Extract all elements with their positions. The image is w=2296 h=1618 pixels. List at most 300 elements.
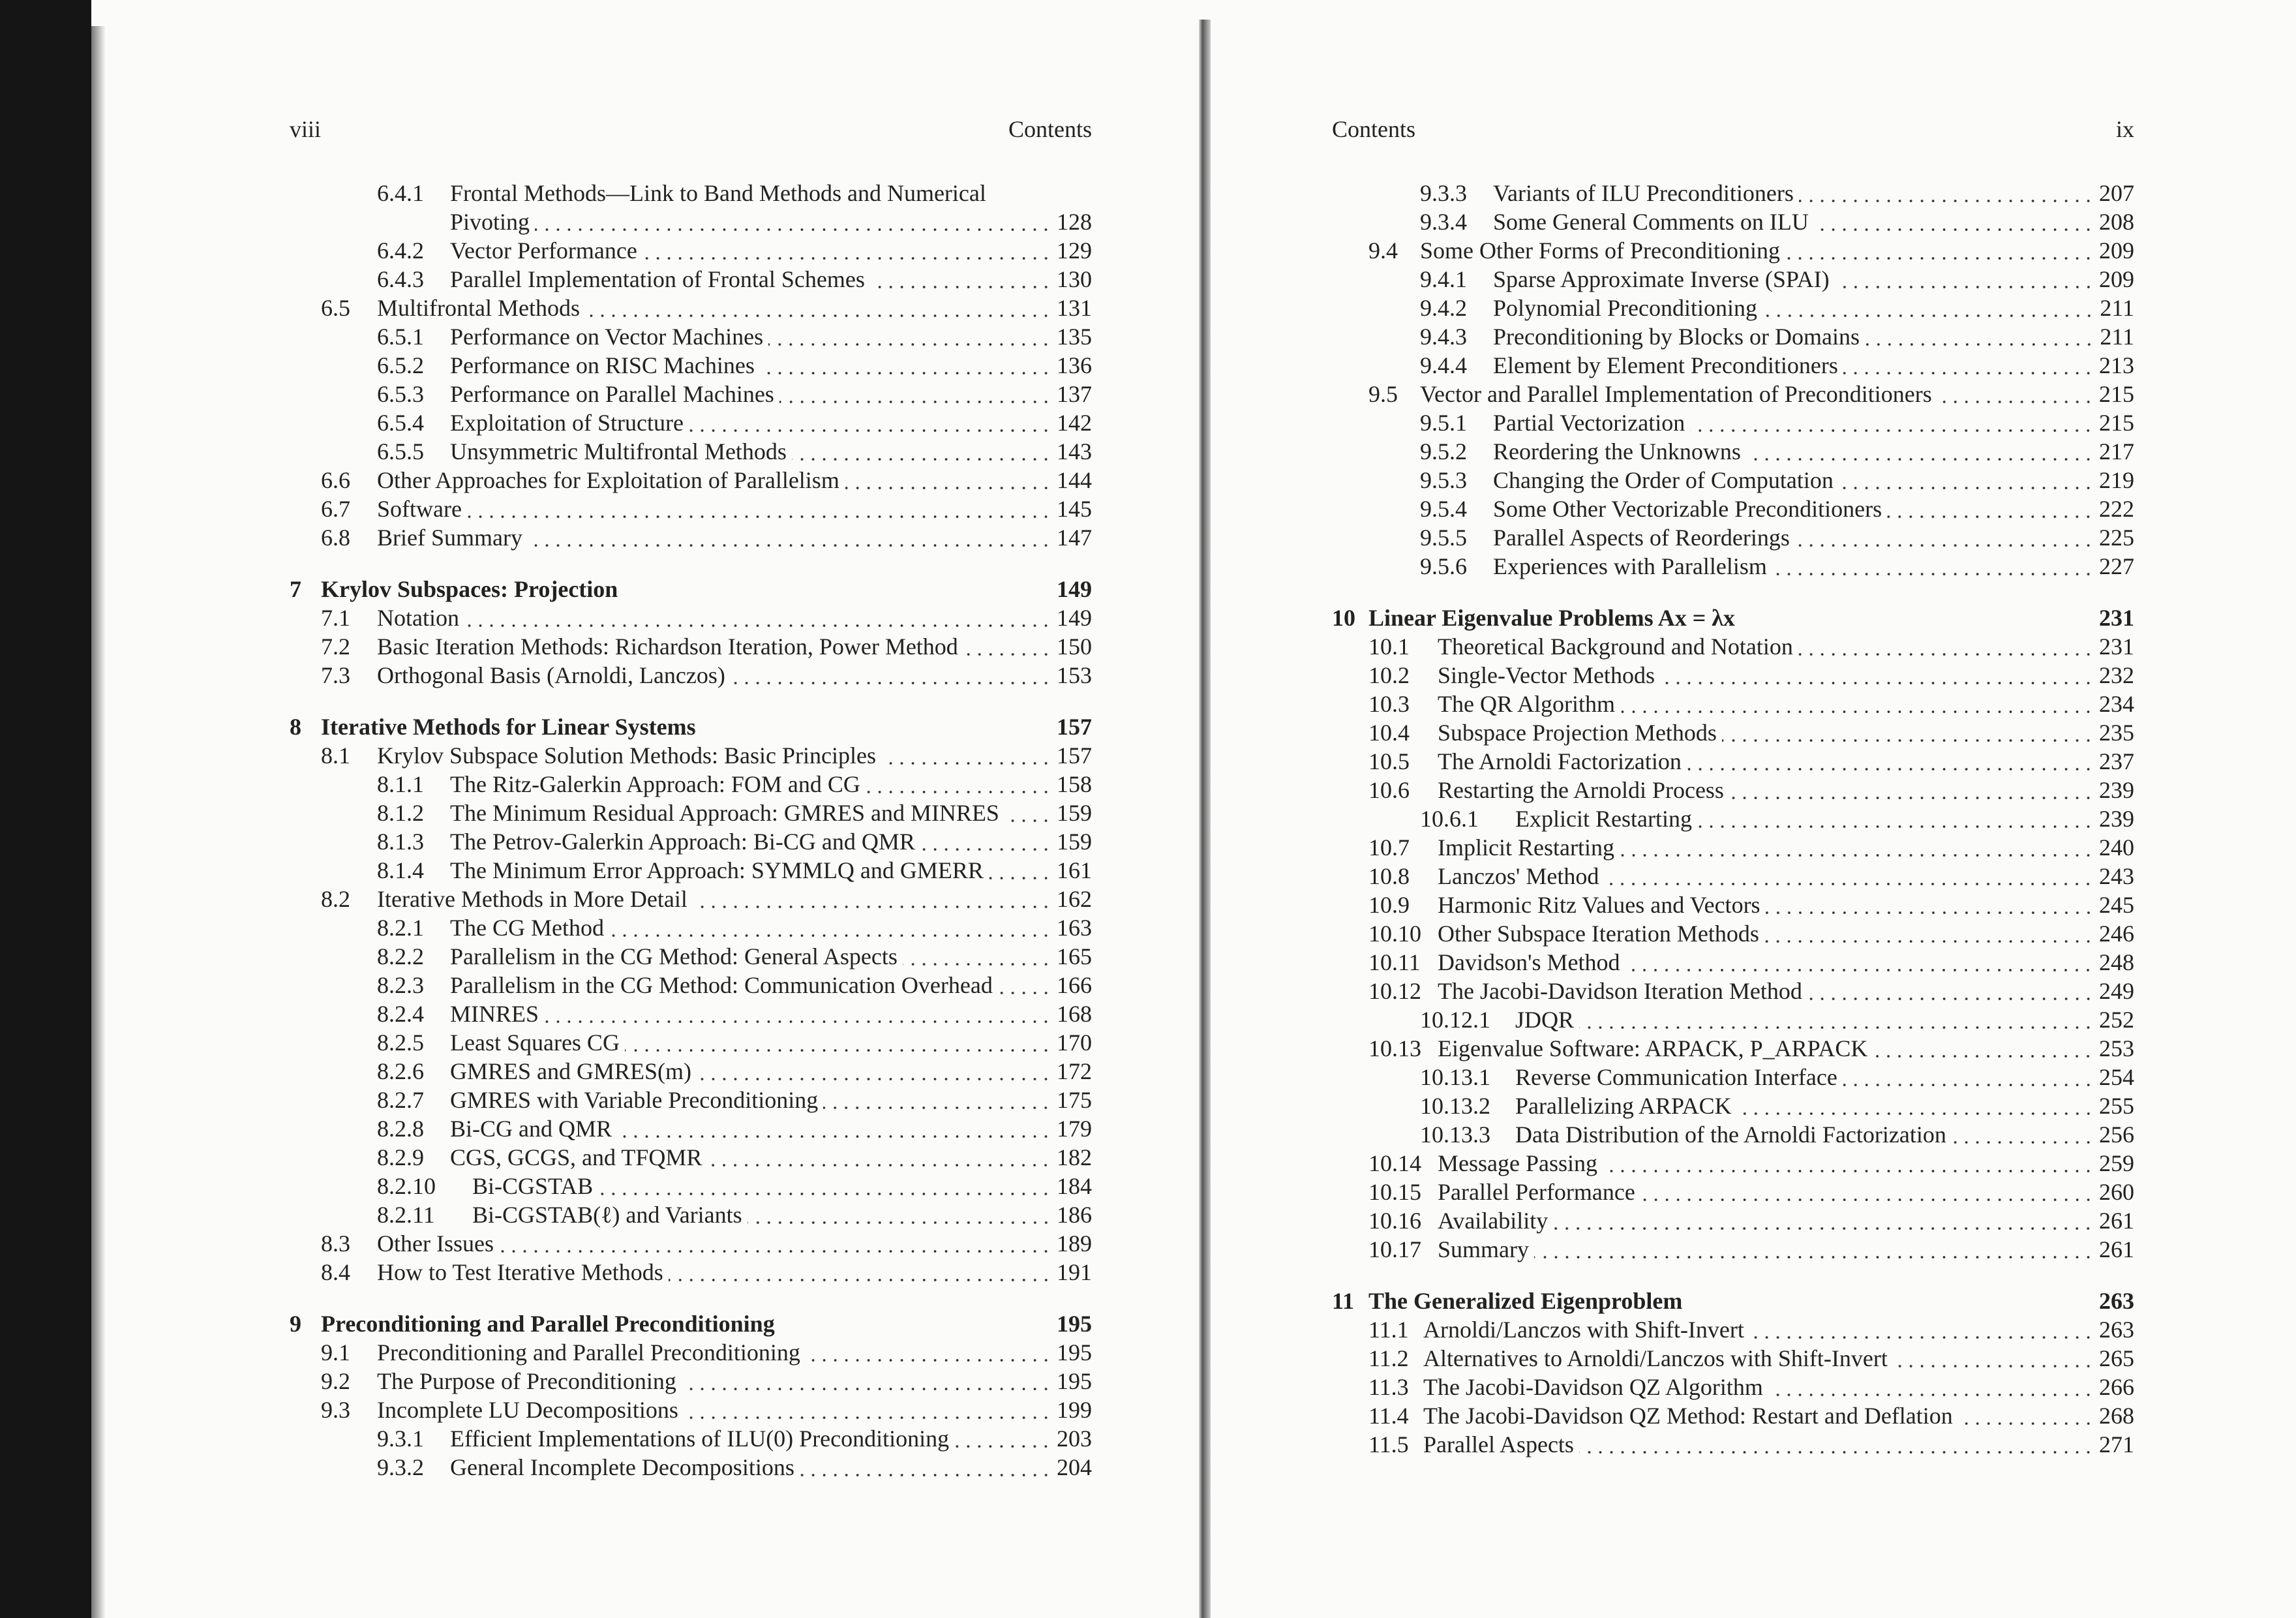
entry-page-number: 245	[2099, 892, 2134, 918]
entry-page-number: 219	[2099, 467, 2134, 493]
dot-leader	[1799, 179, 2094, 207]
dot-leader	[535, 207, 1051, 236]
entry-title: Frontal Methods—Link to Band Methods and Numerical	[450, 180, 986, 206]
entry-title: The Jacobi-Davidson Iteration Method	[1438, 978, 1802, 1004]
entry-number: 10.13.2	[1420, 1093, 1490, 1119]
entry-page-number: 231	[2099, 633, 2134, 660]
entry-title: CGS, GCGS, and TFQMR	[450, 1144, 702, 1170]
entry-page-number: 248	[2099, 949, 2134, 975]
entry-page-number: 227	[2099, 553, 2134, 579]
book-gutter	[1199, 20, 1211, 1618]
entry-page-number: 182	[1057, 1144, 1092, 1170]
entry-page-number: 153	[1057, 662, 1092, 688]
entry-title: MINRES	[450, 1001, 539, 1027]
entry-number: 9.4.2	[1420, 295, 1467, 321]
toc-entry[interactable]	[1332, 1034, 2134, 1063]
entry-title: Iterative Methods for Linear Systems	[321, 714, 696, 740]
toc-entry[interactable]	[290, 1143, 1092, 1172]
entry-number: 9.3.2	[377, 1454, 424, 1480]
toc-entry[interactable]	[1332, 322, 2134, 351]
entry-number: 8.2.11	[377, 1202, 435, 1228]
entry-page-number: 162	[1057, 886, 1092, 912]
entry-number: 10.3	[1368, 691, 1410, 717]
entry-page-number: 255	[2099, 1093, 2134, 1119]
entry-title: Eigenvalue Software: ARPACK, P_ARPACK	[1438, 1035, 1868, 1061]
entry-title: Basic Iteration Methods: Richardson Iteration, Power Method	[377, 633, 958, 660]
toc-entry[interactable]	[290, 942, 1092, 971]
entry-title: Performance on Parallel Machines	[450, 381, 774, 407]
toc-entry[interactable]	[1332, 718, 2134, 747]
toc-entry[interactable]	[290, 827, 1092, 856]
toc-entry[interactable]	[1332, 1373, 2134, 1401]
entry-title: Brief Summary	[377, 525, 522, 551]
toc-entry[interactable]	[1332, 833, 2134, 862]
entry-number: 8.1.1	[377, 771, 424, 797]
entry-title: Some Other Vectorizable Preconditioners	[1493, 496, 1882, 522]
toc-entry[interactable]	[1332, 747, 2134, 776]
toc-entry[interactable]	[290, 741, 1092, 770]
entry-title: Exploitation of Structure	[450, 410, 684, 436]
toc-entry[interactable]	[1332, 1063, 2134, 1091]
entry-number: 10.6.1	[1420, 806, 1479, 832]
entry-title: Preconditioning and Parallel Preconditioning	[321, 1311, 775, 1337]
toc-entry[interactable]	[1332, 437, 2134, 466]
entry-number: 6.4.1	[377, 180, 424, 206]
entry-page-number: 222	[2099, 496, 2134, 522]
dot-leader	[544, 1000, 1051, 1028]
toc-entry[interactable]	[1332, 1178, 2134, 1206]
toc-entry[interactable]	[1332, 776, 2134, 804]
toc-entry[interactable]	[290, 1338, 1092, 1367]
toc-entry[interactable]	[290, 265, 1092, 294]
entry-number: 9.3	[321, 1397, 350, 1423]
entry-title: Notation	[377, 605, 459, 631]
entry-title: The Petrov-Galerkin Approach: Bi-CG and QMR	[450, 829, 915, 855]
entry-page-number: 143	[1057, 438, 1092, 465]
entry-number: 9.3.4	[1420, 209, 1467, 235]
entry-page-number: 263	[2099, 1288, 2134, 1314]
entry-number: 8.2.5	[377, 1030, 424, 1056]
dot-leader	[760, 351, 1051, 380]
entry-title: Lanczos' Method	[1438, 863, 1599, 889]
entry-title: Unsymmetric Multifrontal Methods	[450, 438, 787, 465]
entry-page-number: 159	[1057, 800, 1092, 826]
entry-number: 8.2.3	[377, 972, 424, 998]
toc-entry[interactable]	[1332, 495, 2134, 523]
entry-page-number: 253	[2099, 1035, 2134, 1061]
toc-entry[interactable]	[290, 1000, 1092, 1028]
entry-number: 10.12	[1368, 978, 1421, 1004]
entry-number: 10.15	[1368, 1179, 1421, 1205]
toc-entry[interactable]	[1332, 632, 2134, 661]
entry-page-number: 142	[1057, 410, 1092, 436]
entry-number: 7.2	[321, 633, 350, 660]
toc-entry[interactable]	[1332, 552, 2134, 581]
entry-title: Bi-CG and QMR	[450, 1116, 612, 1142]
entry-title: GMRES and GMRES(m)	[450, 1058, 692, 1084]
entry-title: Bi-CGSTAB	[472, 1173, 594, 1199]
toc-entry[interactable]	[1332, 351, 2134, 380]
entry-title: The Jacobi-Davidson QZ Algorithm	[1423, 1374, 1763, 1400]
entry-number: 10.11	[1368, 949, 1421, 975]
entry-title: Krylov Subspace Solution Methods: Basic Principles	[377, 742, 876, 769]
toc-chapter-entry[interactable]	[290, 575, 1092, 603]
entry-title: The Minimum Error Approach: SYMMLQ and GMERR	[450, 857, 984, 883]
toc-entry[interactable]	[1332, 466, 2134, 495]
toc-entry[interactable]	[290, 1028, 1092, 1057]
dot-leader	[617, 1114, 1051, 1143]
toc-entry[interactable]	[290, 1172, 1092, 1200]
entry-title: GMRES with Variable Preconditioning	[450, 1087, 819, 1113]
entry-title: Arnoldi/Lanczos with Shift-Invert	[1423, 1317, 1744, 1343]
entry-number: 9.1	[321, 1339, 350, 1366]
entry-title: Message Passing	[1438, 1150, 1597, 1176]
dot-leader	[1579, 1005, 2094, 1034]
toc-entry[interactable]	[1332, 891, 2134, 919]
dot-leader	[1865, 322, 2094, 351]
dot-leader	[963, 632, 1051, 661]
entry-number: 10.1	[1368, 633, 1410, 660]
dot-leader	[1766, 891, 2094, 919]
left-page-toc	[290, 179, 1092, 1482]
entry-page-number: 172	[1057, 1058, 1092, 1084]
dot-leader	[903, 942, 1051, 971]
entry-number: 8.1.2	[377, 800, 424, 826]
dot-leader	[1952, 1120, 2094, 1149]
entry-title: Parallel Performance	[1438, 1179, 1635, 1205]
entry-number: 10.13.3	[1420, 1122, 1490, 1148]
entry-number: 11	[1332, 1288, 1355, 1314]
entry-number: 7.1	[321, 605, 350, 631]
toc-entry[interactable]	[290, 856, 1092, 885]
entry-page-number: 266	[2099, 1374, 2134, 1400]
toc-entry[interactable]	[1332, 1315, 2134, 1344]
entry-page-number: 268	[2099, 1403, 2134, 1429]
dot-leader	[1764, 919, 2094, 948]
entry-number: 9.5.5	[1420, 525, 1467, 551]
dot-leader	[689, 408, 1051, 437]
entry-number: 9.3.3	[1420, 180, 1467, 206]
toc-entry[interactable]	[1332, 1091, 2134, 1120]
dot-leader	[1798, 632, 2094, 661]
dot-leader	[1690, 408, 2094, 437]
toc-entry[interactable]	[1332, 179, 2134, 207]
dot-leader	[1835, 265, 2094, 294]
entry-page-number: 195	[1057, 1311, 1092, 1337]
toc-entry[interactable]	[290, 351, 1092, 380]
toc-entry[interactable]	[1332, 294, 2134, 322]
toc-entry[interactable]	[290, 408, 1092, 437]
entry-number: 11.4	[1368, 1403, 1409, 1429]
toc-entry[interactable]	[1332, 690, 2134, 718]
entry-title: Implicit Restarting	[1438, 834, 1614, 861]
entry-title: Preconditioning by Blocks or Domains	[1493, 324, 1860, 350]
entry-page-number: 237	[2099, 748, 2134, 774]
entry-number: 7	[290, 576, 301, 602]
entry-page-number: 207	[2099, 180, 2134, 206]
entry-page-number: 259	[2099, 1150, 2134, 1176]
toc-entry[interactable]	[1332, 1120, 2134, 1149]
right-running-head: Contents	[1332, 116, 1416, 142]
dot-leader	[467, 495, 1051, 523]
entry-number: 10.7	[1368, 834, 1410, 861]
dot-leader	[585, 294, 1051, 322]
dot-leader	[598, 1172, 1051, 1200]
toc-entry[interactable]	[1332, 265, 2134, 294]
entry-title: Orthogonal Basis (Arnoldi, Lanczos)	[377, 662, 725, 688]
entry-number: 9.4.3	[1420, 324, 1467, 350]
entry-title: Vector Performance	[450, 237, 637, 264]
toc-entry[interactable]	[1332, 1430, 2134, 1459]
entry-title: The Arnoldi Factorization	[1438, 748, 1682, 774]
toc-entry[interactable]	[290, 1229, 1092, 1258]
entry-title: Vector and Parallel Implementation of Preconditioners	[1420, 381, 1932, 407]
entry-page-number: 195	[1057, 1339, 1092, 1366]
toc-entry[interactable]	[290, 1057, 1092, 1086]
toc-chapter-entry[interactable]	[290, 712, 1092, 741]
entry-title: Partial Vectorization	[1493, 410, 1685, 436]
toc-entry[interactable]	[290, 294, 1092, 322]
dot-leader	[697, 1057, 1051, 1086]
entry-page-number: 239	[2099, 777, 2134, 803]
toc-entry-continuation	[290, 207, 1092, 236]
entry-number: 10.5	[1368, 748, 1410, 774]
dot-leader	[768, 322, 1051, 351]
toc-entry[interactable]	[290, 603, 1092, 632]
entry-number: 6.6	[321, 467, 350, 493]
entry-number: 6.7	[321, 496, 350, 522]
toc-entry[interactable]	[1332, 862, 2134, 891]
entry-page-number: 186	[1057, 1202, 1092, 1228]
toc-entry[interactable]	[1332, 236, 2134, 265]
entry-page-number: 208	[2099, 209, 2134, 235]
entry-number: 8.2.7	[377, 1087, 424, 1113]
entry-number: 8.4	[321, 1259, 350, 1285]
toc-entry[interactable]	[1332, 1005, 2134, 1034]
entry-number: 11.1	[1368, 1317, 1409, 1343]
entry-title: Experiences with Parallelism	[1493, 553, 1767, 579]
entry-title: Parallel Aspects	[1423, 1431, 1574, 1458]
entry-page-number: 215	[2099, 381, 2134, 407]
toc-entry[interactable]	[290, 179, 1092, 207]
dot-leader	[1937, 380, 2094, 408]
dot-leader	[684, 1396, 1051, 1424]
entry-title: Data Distribution of the Arnoldi Factorization	[1515, 1122, 1946, 1148]
entry-title: Krylov Subspaces: Projection	[321, 576, 618, 602]
entry-number: 8.2.2	[377, 943, 424, 969]
entry-title: Parallelism in the CG Method: General Aspects	[450, 943, 898, 969]
dot-leader	[1660, 661, 2094, 690]
right-page-toc	[1332, 179, 2134, 1459]
entry-number: 10.13	[1368, 1035, 1421, 1061]
entry-page-number: 168	[1057, 1001, 1092, 1027]
dot-leader	[748, 1200, 1051, 1229]
entry-page-number: 256	[2099, 1122, 2134, 1148]
entry-title: Theoretical Background and Notation	[1438, 633, 1793, 660]
toc-entry[interactable]	[290, 322, 1092, 351]
toc-chapter-entry[interactable]	[1332, 1287, 2134, 1315]
dot-leader	[693, 885, 1051, 913]
entry-number: 9.3.1	[377, 1426, 424, 1452]
dot-leader	[1729, 776, 2094, 804]
dot-leader	[1625, 948, 2094, 977]
entry-title: The Generalized Eigenproblem	[1368, 1288, 1683, 1314]
dot-leader	[1687, 747, 2094, 776]
toc-entry[interactable]	[290, 913, 1092, 942]
entry-number: 6.5.3	[377, 381, 424, 407]
entry-number: 8.1	[321, 742, 350, 769]
entry-page-number: 211	[2100, 295, 2134, 321]
toc-entry[interactable]	[1332, 804, 2134, 833]
dot-leader	[998, 971, 1051, 1000]
entry-title: Parallelism in the CG Method: Communication Overhead	[450, 972, 993, 998]
dot-leader	[1762, 294, 2094, 322]
toc-entry[interactable]	[1332, 1206, 2134, 1235]
entry-number: 10.12.1	[1420, 1007, 1490, 1033]
toc-entry[interactable]	[290, 799, 1092, 827]
toc-entry[interactable]	[1332, 408, 2134, 437]
entry-number: 8	[290, 714, 301, 740]
entry-page-number: 184	[1057, 1173, 1092, 1199]
entry-number: 8.2.4	[377, 1001, 424, 1027]
dot-leader	[1807, 977, 2094, 1005]
toc-entry[interactable]	[290, 1258, 1092, 1287]
toc-chapter-entry[interactable]	[290, 1309, 1092, 1338]
entry-page-number: 149	[1057, 576, 1092, 602]
entry-page-number: 195	[1057, 1368, 1092, 1394]
entry-page-number: 252	[2099, 1007, 2134, 1033]
entry-page-number: 145	[1057, 496, 1092, 522]
entry-page-number: 209	[2099, 266, 2134, 292]
entry-title: Performance on Vector Machines	[450, 324, 764, 350]
entry-number: 9	[290, 1311, 301, 1337]
entry-number: 9.5.4	[1420, 496, 1467, 522]
toc-entry[interactable]	[1332, 207, 2134, 236]
toc-entry[interactable]	[1332, 380, 2134, 408]
dot-leader	[823, 1086, 1051, 1114]
entry-page-number: 263	[2099, 1317, 2134, 1343]
dot-leader	[707, 1143, 1051, 1172]
entry-page-number: 147	[1057, 525, 1092, 551]
toc-entry[interactable]	[290, 885, 1092, 913]
toc-entry[interactable]	[290, 1453, 1092, 1482]
toc-entry[interactable]	[1332, 661, 2134, 690]
entry-number: 9.5.2	[1420, 438, 1467, 465]
dot-leader	[845, 466, 1051, 495]
dot-leader	[1004, 799, 1051, 827]
toc-entry[interactable]	[290, 1424, 1092, 1453]
entry-number: 8.2.10	[377, 1173, 436, 1199]
entry-title: The Minimum Residual Approach: GMRES and MINRES	[450, 800, 999, 826]
entry-page-number: 225	[2099, 525, 2134, 551]
entry-page-number: 189	[1057, 1230, 1092, 1257]
dot-leader	[1534, 1235, 2094, 1264]
toc-entry[interactable]	[290, 523, 1092, 552]
entry-number: 9.5.1	[1420, 410, 1467, 436]
dot-leader	[1620, 833, 2094, 862]
toc-entry[interactable]	[1332, 1344, 2134, 1373]
toc-entry[interactable]	[290, 380, 1092, 408]
toc-entry[interactable]	[1332, 1235, 2134, 1264]
entry-number: 9.5.3	[1420, 467, 1467, 493]
entry-page-number: 271	[2099, 1431, 2134, 1458]
dot-leader	[1697, 804, 2094, 833]
dot-leader	[625, 1028, 1051, 1057]
toc-entry[interactable]	[1332, 948, 2134, 977]
entry-title: Linear Eigenvalue Problems Ax = λx	[1368, 605, 1735, 631]
entry-number: 10	[1332, 605, 1355, 631]
toc-entry[interactable]	[290, 236, 1092, 265]
toc-entry[interactable]	[290, 1200, 1092, 1229]
toc-entry[interactable]	[290, 632, 1092, 661]
entry-title: Element by Element Preconditioners	[1493, 352, 1838, 378]
toc-entry[interactable]	[290, 770, 1092, 799]
entry-page-number: 246	[2099, 921, 2134, 947]
entry-page-number: 265	[2099, 1345, 2134, 1371]
entry-page-number: 157	[1057, 714, 1092, 740]
entry-page-number: 175	[1057, 1087, 1092, 1113]
entry-number: 8.3	[321, 1230, 350, 1257]
entry-page-number: 179	[1057, 1116, 1092, 1142]
toc-entry[interactable]	[290, 661, 1092, 690]
entry-title: Incomplete LU Decompositions	[377, 1397, 678, 1423]
dot-leader	[1814, 207, 2094, 236]
entry-title: Parallel Aspects of Reorderings	[1493, 525, 1790, 551]
dot-leader	[1785, 236, 2094, 265]
toc-entry[interactable]	[290, 1367, 1092, 1396]
dot-leader	[779, 380, 1051, 408]
entry-title: Single-Vector Methods	[1438, 662, 1655, 688]
toc-entry[interactable]	[290, 466, 1092, 495]
toc-entry[interactable]	[290, 1086, 1092, 1114]
toc-entry[interactable]	[290, 495, 1092, 523]
dot-leader	[1958, 1401, 2094, 1430]
toc-entry[interactable]	[1332, 1149, 2134, 1178]
entry-number: 11.5	[1368, 1431, 1409, 1458]
toc-entry[interactable]	[290, 1396, 1092, 1424]
entry-title: Subspace Projection Methods	[1438, 720, 1717, 746]
entry-number: 10.10	[1368, 921, 1421, 947]
toc-entry[interactable]	[1332, 523, 2134, 552]
toc-entry[interactable]	[1332, 1401, 2134, 1430]
toc-entry[interactable]	[1332, 977, 2134, 1005]
dot-leader	[609, 913, 1051, 942]
dot-leader	[1772, 552, 2094, 581]
toc-entry[interactable]	[290, 971, 1092, 1000]
dot-leader	[1749, 1315, 2094, 1344]
entry-number: 6.4.3	[377, 266, 424, 292]
entry-number: 9.4.4	[1420, 352, 1467, 378]
entry-title: Summary	[1438, 1236, 1529, 1262]
toc-chapter-entry[interactable]	[1332, 603, 2134, 632]
toc-entry[interactable]	[1332, 919, 2134, 948]
entry-title: The CG Method	[450, 915, 604, 941]
dot-leader	[866, 770, 1051, 799]
toc-entry[interactable]	[290, 1114, 1092, 1143]
toc-entry[interactable]	[290, 437, 1092, 466]
entry-number: 8.2.8	[377, 1116, 424, 1142]
entry-page-number: 209	[2099, 237, 2134, 264]
entry-page-number: 261	[2099, 1208, 2134, 1234]
dot-leader	[920, 827, 1051, 856]
entry-page-number: 149	[1057, 605, 1092, 631]
entry-title: Other Issues	[377, 1230, 494, 1257]
entry-page-number: 211	[2100, 324, 2134, 350]
entry-title: Multifrontal Methods	[377, 295, 580, 321]
entry-title: Preconditioning and Parallel Preconditioning	[377, 1339, 800, 1366]
entry-title: The Ritz-Galerkin Approach: FOM and CG	[450, 771, 860, 797]
scan-binding-shadow	[0, 0, 91, 1618]
